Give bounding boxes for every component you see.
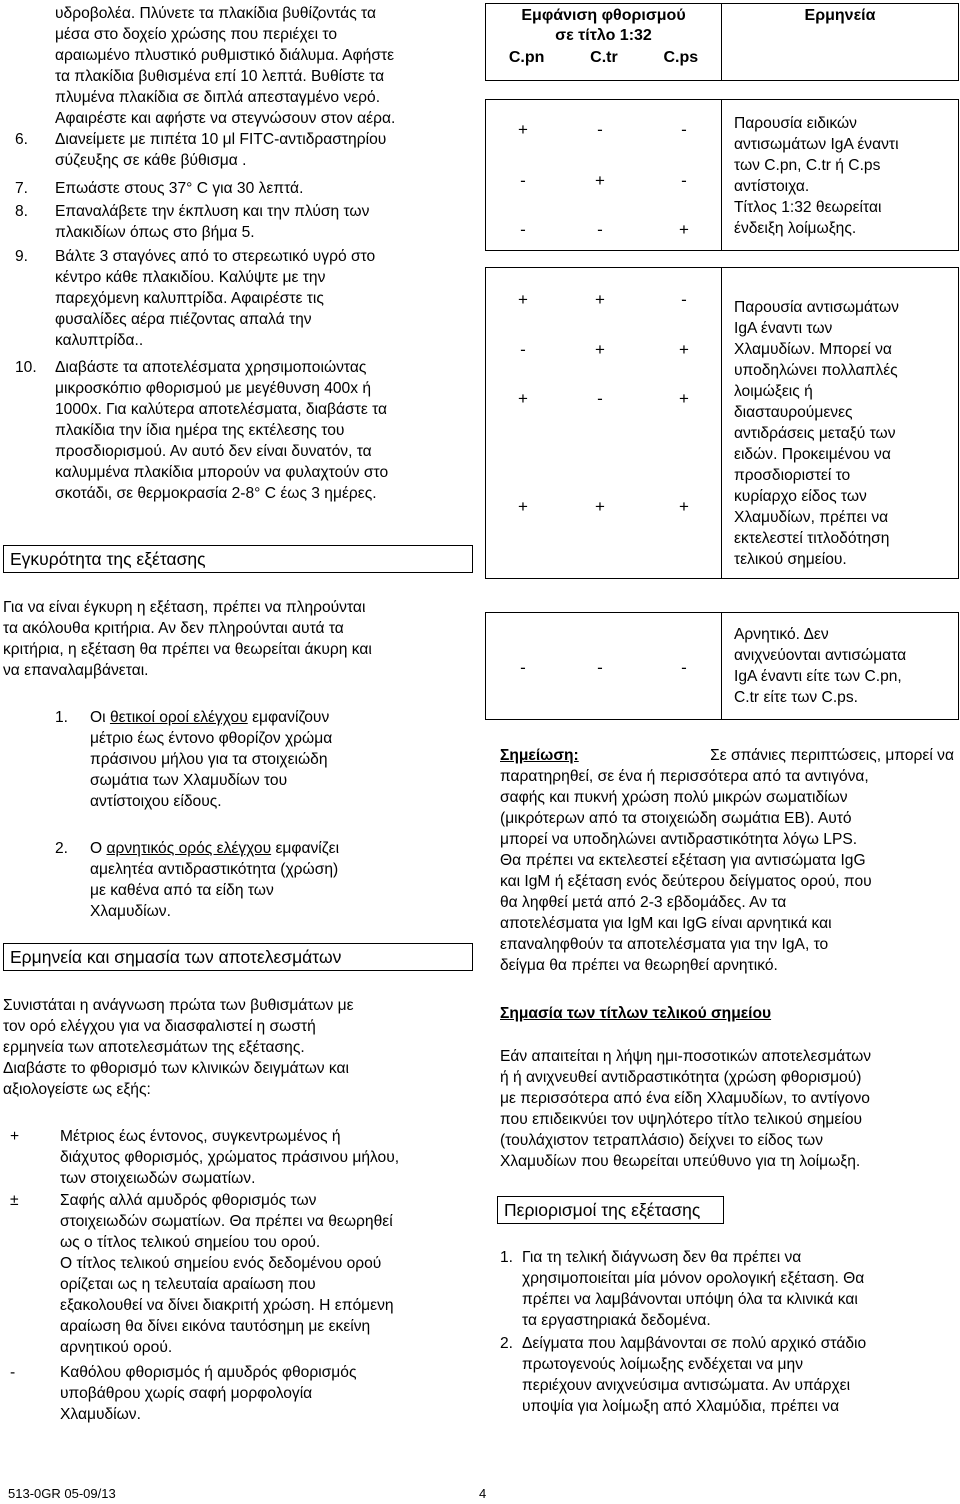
criterion-number: 1. (55, 709, 69, 726)
text-line: σωμάτια των Χλαμυδίων του (90, 772, 288, 789)
interpretation-intro (3, 995, 471, 1100)
sign-cell: - (681, 290, 687, 309)
text-line: Διαβάστε τα αποτελέσματα χρησιμοποιώντας (55, 359, 367, 376)
criterion-number: 2. (55, 840, 69, 857)
underlined-term: αρνητικός ορός ελέγχου (106, 840, 272, 857)
sign-cell: - (520, 171, 526, 190)
text-line: σαφής και πυκνή χρώση πολύ μικρών σωματιδίων (500, 789, 848, 806)
text-line: Χλαμυδίων που θεωρείται υπεύθυνο για τη λοίμωξη. (500, 1153, 861, 1170)
text-line: αντισωμάτων IgA έναντι (734, 136, 899, 153)
sign-cell: + (595, 340, 605, 359)
text-line: κυρίαρχο είδος των (734, 488, 867, 505)
sign-cell: - (681, 120, 687, 139)
text-line: Διανείμετε με πιπέτα 10 μl FITC-αντιδραστηρίου (55, 131, 387, 148)
text-line: φυσαλίδες αέρα πιέζοντας απαλά την (55, 311, 312, 328)
species-label: C.tr (590, 49, 618, 66)
step-number: 8. (15, 203, 29, 220)
text-line: αξιολογείστε ως εξής: (3, 1081, 151, 1098)
text-line: υποψία για λοίμωξη από Χλαμύδια, πρέπει να (522, 1398, 840, 1415)
grade-symbol: ± (10, 1192, 19, 1209)
text-line: σκοτάδι, σε θερμοκρασία 2-8° C έως 3 ημέρες. (55, 485, 377, 502)
text-line: Χλαμυδίων. Μπορεί να (734, 341, 892, 358)
species-label: C.pn (508, 49, 545, 66)
text-line: Χλαμυδίων. (90, 903, 171, 920)
validity-criterion (55, 707, 400, 812)
sign-cell: - (597, 120, 603, 139)
text-line: Αφαιρέστε και αφήστε να στεγνώσουν στον αέρα. (55, 110, 396, 127)
text-line: αντιδράσεις μεταξύ των (734, 425, 896, 442)
text-line: ανιχνεύονται αντισώματα (734, 647, 907, 664)
text-line: υδροβολέα. Πλύνετε τα πλακίδια βυθίζοντάς τα (55, 5, 376, 22)
text-line: Μέτριος έως έντονος, συγκεντρωμένος ή (60, 1128, 341, 1145)
text-line: πράσινου μήλου για τα στοιχειώδη (90, 751, 328, 768)
text-line: μέσα στο δοχείο χρώσης που περιέχει το (55, 26, 338, 43)
limitation-item (500, 1333, 954, 1417)
text-line: (μικρότερων από τα στοιχειώδη σωμάτια ΕΒ). Αυτό (500, 810, 852, 827)
sign-cell: - (520, 220, 526, 239)
text-line: λοιμώξεις ή (734, 383, 813, 400)
pattern-row (486, 170, 723, 194)
procedure-step (15, 129, 475, 171)
pattern-row (486, 289, 723, 313)
text-line: στοιχειωδών σωματίων. Θα πρέπει να θεωρηθεί (60, 1213, 393, 1230)
text-line: πρέπει να λαμβάνονται υπόψη όλα τα κλινικά και (522, 1291, 858, 1308)
text-line: τον ορό ελέγχου για να διασφαλιστεί η σωστή (3, 1018, 316, 1035)
validity-criterion (55, 838, 400, 922)
text-line: και IgM ή εξέταση ενός δεύτερου δείγματος ορού, που (500, 873, 872, 890)
text-line: προσδιορισμού. Αν αυτό δεν είναι δυνατόν, τα (55, 443, 372, 460)
text-line: Χλαμυδίων. (60, 1406, 141, 1423)
text-line: Δείγματα που λαμβάνονται σε πολύ αρχικό στάδιο (522, 1335, 867, 1352)
text-fragment: Οι (90, 709, 110, 726)
text-line: Παρουσία ειδικών (734, 115, 857, 132)
sign-cell: - (520, 658, 526, 677)
procedure-step (15, 201, 475, 243)
text-line: τελικού σημείου. (734, 551, 847, 568)
text-line: προσδιοριστεί το (734, 467, 851, 484)
note-block (500, 745, 954, 976)
text-line: C.tr είτε των C.ps. (734, 689, 858, 706)
text-line: ειδών. Προκειμένου να (734, 446, 891, 463)
text-line: πλυμένα πλακίδια σε διπλά απεσταγμένο νερό. (55, 89, 381, 106)
text-line: με περισσότερα από ένα είδη Χλαμυδίων, το αντίγονο (500, 1090, 870, 1107)
text-line: αραίωση θα δίνει εικόνα ταυτόσημη με εκείνη (60, 1318, 371, 1335)
text-line: Θα πρέπει να εκτελεστεί εξέταση για αντισώματα IgG (500, 852, 866, 869)
sign-cell: - (597, 220, 603, 239)
sign-cell: - (597, 389, 603, 408)
text-line: υποδηλώνει πολλαπλές (734, 362, 898, 379)
pattern-row (486, 339, 723, 363)
document-code: 513-0GR 05-09/13 (8, 1486, 116, 1501)
text-line: Χλαμυδίων, πρέπει να (734, 509, 889, 526)
text-line: Ο τίτλος τελικού σημείου ενός δεδομένου ορού (60, 1255, 382, 1272)
text-line: τα εργαστηριακά δεδομένα. (522, 1312, 711, 1329)
sign-cell: + (518, 389, 528, 408)
text-line: καλυμμένα πλακίδια μπορούν να φυλαχτούν στο (55, 464, 389, 481)
subheading: Σημασία των τίτλων τελικού σημείου (500, 1005, 772, 1022)
sign-cell: - (597, 658, 603, 677)
grade-entry (10, 1362, 472, 1425)
step-number: 7. (15, 180, 29, 197)
table-row-group (485, 612, 722, 720)
table-interpretation-cell (721, 99, 959, 251)
text-line: πλακιδίων όπως στο βήμα 5. (55, 224, 255, 241)
text-line: σύζευξης σε κάθε βύθισμα . (55, 152, 247, 169)
header-line: σε τίτλο 1:32 (555, 27, 652, 44)
text-line: τα πλακίδια βυθισμένα επί 10 λεπτά. Βυθίστε τα (55, 68, 385, 85)
text-line: των C.pn, C.tr ή C.ps (734, 157, 881, 174)
pattern-row (486, 657, 723, 681)
step-5-continuation (55, 3, 475, 129)
sign-cell: - (681, 171, 687, 190)
text-line: μπορεί να υποδηλώνει αντιδραστικότητα λόγω LPS. (500, 831, 858, 848)
text-line: των στοιχειωδών σωματίων. (60, 1170, 256, 1187)
sign-cell: + (595, 497, 605, 516)
text-line: Για τη τελική διάγνωση δεν θα πρέπει να (522, 1249, 802, 1266)
text-line: αντίστοιχου είδους. (90, 793, 222, 810)
pattern-row (486, 388, 723, 412)
text-line: δείγμα θα πρέπει να θεωρηθεί αρνητικό. (500, 957, 778, 974)
text-line (500, 745, 954, 766)
text-line: IgA έναντι είτε των C.pn, (734, 668, 902, 685)
text-line: εξακολουθεί να δίνει διακριτή χρώση. Η επόμενη (60, 1297, 394, 1314)
text-line: περιέχουν ανιχνεύσιμα αντισώματα. Αν υπάρχει (522, 1377, 851, 1394)
text-line: πρωτογενούς λοίμωξης ενδέχεται να μην (522, 1356, 804, 1373)
text-line: αμελητέα αντιδραστικότητα (χρώση) (90, 861, 339, 878)
species-label: C.ps (663, 49, 699, 66)
text-line: με καθένα από τα είδη των (90, 882, 274, 899)
text-line: διάχυτος φθορισμός, χρώματος πράσινου μήλου, (60, 1149, 400, 1166)
procedure-step (15, 357, 475, 504)
grade-entry (10, 1126, 472, 1189)
text-line: Καθόλου φθορισμός ή αμυδρός φθορισμός (60, 1364, 357, 1381)
section-heading-limitations: Περιορισμοί της εξέτασης (497, 1196, 724, 1224)
text-line: Παρουσία αντισωμάτων (734, 299, 899, 316)
text-line: εκτελεστεί τιτλοδότηση (734, 530, 890, 547)
page-number: 4 (479, 1486, 487, 1501)
table-header-interpretation (721, 3, 959, 81)
table-row-group (485, 267, 722, 579)
limitation-item (500, 1247, 954, 1331)
sign-cell: + (595, 171, 605, 190)
text-line: ως ο τίτλος τελικού σημείου του ορού. (60, 1234, 321, 1251)
text-line: Για να είναι έγκυρη η εξέταση, πρέπει να πληρούνται (3, 599, 366, 616)
limitation-number: 2. (500, 1335, 514, 1352)
text-line: IgA έναντι των (734, 320, 833, 337)
step-number: 9. (15, 248, 29, 265)
sign-cell: + (518, 120, 528, 139)
text-fragment: Σε σπάνιες περιπτώσεις, μπορεί να (705, 747, 954, 764)
sign-cell: + (679, 389, 689, 408)
sign-cell: + (518, 290, 528, 309)
text-fragment: Ο (90, 840, 107, 857)
text-line: Επωάστε στους 37° C για 30 λεπτά. (55, 180, 304, 197)
sign-cell: + (679, 497, 689, 516)
procedure-step (15, 246, 475, 351)
text-line: πλακίδια την ίδια ημέρα της εκτέλεσης του (55, 422, 345, 439)
text-line: αρνητικού ορού. (60, 1339, 173, 1356)
text-line: Επαναλάβετε την έκπλυση και την πλύση των (55, 203, 370, 220)
step-number: 6. (15, 131, 29, 148)
text-line: ορίζεται ως η τελευταία αραίωση που (60, 1276, 316, 1293)
table-row-group (485, 99, 722, 251)
grade-symbol: - (10, 1364, 16, 1381)
limitation-number: 1. (500, 1249, 514, 1266)
section-heading-interpretation: Ερμηνεία και σημασία των αποτελεσμάτων (3, 943, 473, 971)
text-line: χρησιμοποιείται μία μόνον ορολογική εξέταση. Θα (522, 1270, 865, 1287)
text-line: ή ή ανιχνευθεί αντιδραστικότητα (χρώση φθορισμού) (500, 1069, 862, 1086)
text-line: Αρνητικό. Δεν (734, 626, 829, 643)
sign-cell: + (595, 290, 605, 309)
text-line: Βάλτε 3 σταγόνες από το στερεωτικό υγρό στο (55, 248, 376, 265)
header-line: Εμφάνιση φθορισμού (521, 7, 686, 24)
section-heading-validity: Εγκυρότητα της εξέτασης (3, 545, 473, 573)
text-fragment: εμφανίζουν (247, 709, 330, 726)
text-line: κέντρο κάθε πλακιδίου. Καλύψτε με την (55, 269, 326, 286)
procedure-step (15, 178, 475, 199)
text-line: ερμηνεία των αποτελεσμάτων της εξέτασης. (3, 1039, 305, 1056)
text-line (90, 707, 400, 728)
text-line: μέτριο έως έντονο φθορίζον χρώμα (90, 730, 333, 747)
text-line: να επαναλαμβάνεται. (3, 662, 149, 679)
underlined-term: θετικοί οροί ελέγχου (109, 709, 248, 726)
text-line: τα ακόλουθα κριτήρια. Αν δεν πληρούνται αυτά τα (3, 620, 344, 637)
step-number: 10. (15, 359, 37, 376)
text-line: Τίτλος 1:32 θεωρείται (734, 199, 882, 216)
sign-cell: - (681, 658, 687, 677)
text-line: αραιωμένο πλυστικό ρυθμιστικό διάλυμα. Αφήστε (55, 47, 395, 64)
sign-cell: + (679, 340, 689, 359)
text-line: καλυπτρίδα.. (55, 332, 144, 349)
text-line: ένδειξη λοίμωξης. (734, 220, 857, 237)
header-line: Ερμηνεία (804, 7, 876, 24)
table-interpretation-cell (721, 267, 959, 579)
grade-entry (10, 1190, 472, 1358)
grade-symbol: + (10, 1128, 20, 1145)
text-line: αντίστοιχα. (734, 178, 810, 195)
text-line (90, 838, 400, 859)
pattern-row (486, 219, 723, 243)
pattern-row (486, 119, 723, 143)
text-line: παρεχόμενη καλυπτρίδα. Αφαιρέστε τις (55, 290, 324, 307)
text-line: θα ληφθεί μετά από 2-3 εβδομάδες. Αν τα (500, 894, 787, 911)
endpoint-heading (500, 1003, 954, 1024)
text-line: (τουλάχιστον τετραπλάσιο) δείχνει το είδος των (500, 1132, 823, 1149)
endpoint-text (500, 1046, 954, 1172)
sign-cell: + (518, 497, 528, 516)
table-header-fluorescence (485, 3, 722, 81)
text-line: Σαφής αλλά αμυδρός φθορισμός των (60, 1192, 317, 1209)
validity-intro (3, 597, 471, 681)
sign-cell: - (520, 340, 526, 359)
pattern-row (486, 496, 723, 520)
text-line: κριτήρια, η εξέταση θα πρέπει να θεωρείται άκυρη και (3, 641, 372, 658)
sign-cell: + (679, 220, 689, 239)
text-line: επαναληφθούν τα αποτελέσματα για την IgA, το (500, 936, 829, 953)
text-line: Εάν απαιτείται η λήψη ημι-ποσοτικών αποτελεσμάτων (500, 1048, 872, 1065)
note-label: Σημείωση: (500, 747, 579, 764)
text-line: μικροσκόπιο φθορισμού με μεγέθυνση 400x ή (55, 380, 372, 397)
text-line: παρατηρηθεί, σε ένα ή περισσότερα από τα αντιγόνα, (500, 768, 869, 785)
text-line: Συνιστάται η ανάγνωση πρώτα των βυθισμάτων με (3, 997, 354, 1014)
text-line: 1000x. Για καλύτερα αποτελέσματα, διαβάστε τα (55, 401, 388, 418)
text-fragment: εμφανίζει (271, 840, 340, 857)
text-line: Διαβάστε το φθορισμό των κλινικών δειγμάτων και (3, 1060, 349, 1077)
table-interpretation-cell (721, 612, 959, 720)
text-line: διασταυρούμενες (734, 404, 853, 421)
text-line: αποτελέσματα για IgM και IgG είναι αρνητικά και (500, 915, 832, 932)
text-line: που επιδεικνύει τον υψηλότερο τίτλο τελικού σημείου (500, 1111, 863, 1128)
text-line: υποβάθρου χωρίς σαφή μορφολογία (60, 1385, 313, 1402)
